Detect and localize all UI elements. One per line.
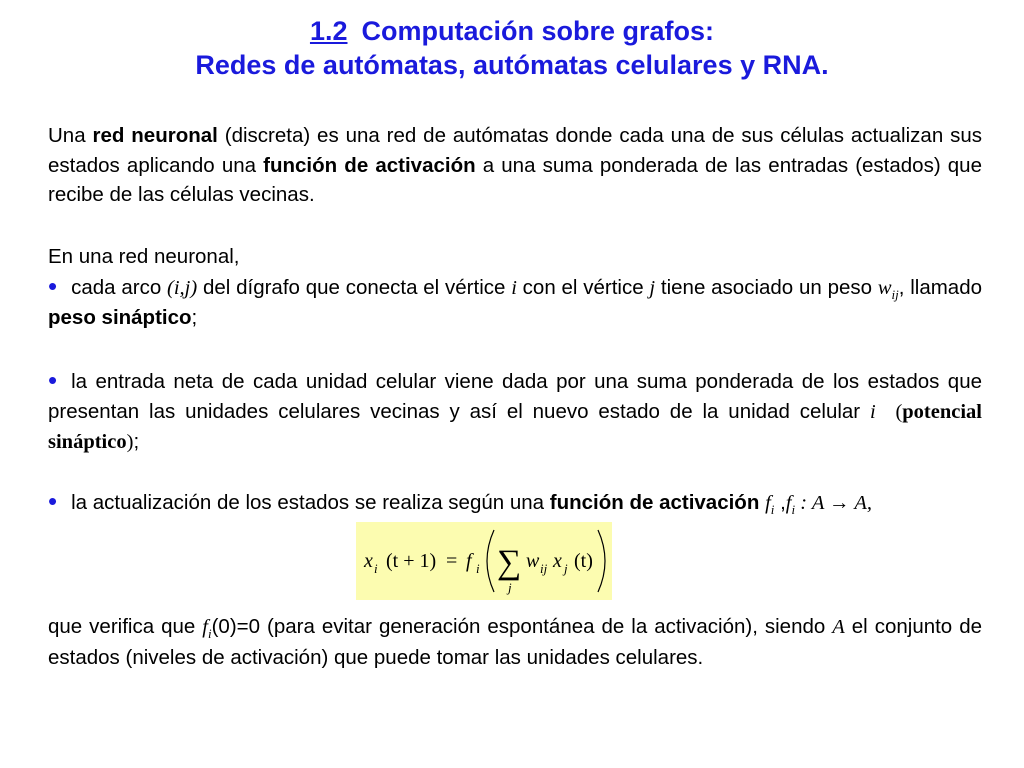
text: la actualización de los estados se realiza según una [71,491,550,514]
sum-icon: ∑ [497,544,522,581]
title-line-2: Redes de autómatas, autómatas celulares y RNA. [195,50,829,80]
math [785,492,796,518]
math-sub: i [207,626,212,642]
math [765,492,775,518]
math: i [870,400,876,423]
paragraph-bullet-3 [48,487,982,519]
text: Una [48,124,93,147]
section-number: 1.2 [309,16,348,46]
formula-arg: (t) [574,550,593,572]
math-sub: i [770,502,775,518]
formula-lhs-arg: (t + 1) [386,550,437,572]
left-paren [487,530,494,592]
formula-ij: ij [540,561,548,576]
intro-line: En una red neuronal, [48,245,240,268]
text: , [774,491,786,514]
bullet-icon: • [48,270,58,301]
bold-term: función de activación [549,491,760,514]
math: ( [895,400,903,423]
title-line-1 [0,14,1024,48]
formula-svg [356,522,612,600]
text: del dígrafo que conecta el vértice [197,275,512,299]
math-var: f [765,492,771,514]
formula-w: w [526,550,540,572]
text: tiene asociado un peso [655,275,878,299]
text: (discreta) es una red de autómatas donde cada una de sus células actualizan sus estados aplicando una [48,124,982,177]
formula-x: x [364,550,373,572]
math-var: f [785,492,792,514]
math-sub: i [791,502,796,518]
text: la entrada neta de cada unidad celular viene dada por una suma ponderada de los estados que presentan las unidades celulares vecinas y así el nuevo estado de la unidad celular [48,370,982,423]
text: que verifica que [48,615,203,638]
text: cada arco [71,275,168,299]
formula-eq: = [446,550,458,572]
bold-term: peso sináptico [48,306,192,329]
math [202,616,212,642]
math-var: f [202,616,208,638]
paragraph-condition [48,612,982,672]
bold-term: red neuronal [92,124,218,147]
math: ) [126,431,134,453]
math: (i,j) [167,276,198,299]
formula-f-i: i [476,561,480,576]
paragraph-bullet-1 [48,242,982,333]
paragraph-bullet-2 [48,366,982,458]
math: i [511,276,517,299]
bold-term: función de activación [263,153,476,177]
math-var: w [877,276,892,299]
text: con el vértice [516,275,650,299]
text: ; [133,430,140,453]
text: (0)=0 (para evitar generación espontánea de la activación), siendo [211,615,833,638]
slide-title [0,14,1024,82]
math: j [649,276,656,299]
text: el conjunto de estados (niveles de activación) que puede tomar las unidades celulares. [48,615,982,669]
bullet-item [48,272,982,333]
bullet-icon: • [48,365,58,395]
text: a una suma ponderada de las entradas (estados) que recibe de las células vecinas. [48,153,982,206]
formula-xj: x [553,550,562,572]
math: : A → A, [795,492,873,514]
paragraph-definition [48,121,982,210]
math [877,276,899,302]
text: ; [191,306,198,329]
formula-i: i [374,561,378,576]
text: , llamado [898,275,983,299]
math-sub: ij [891,286,899,302]
bullet-icon: • [48,486,58,516]
formula-f: f [466,550,472,572]
sum-index: j [508,580,512,595]
bold-term: potencial sináptico [48,400,982,453]
activation-formula [356,522,612,600]
math: A [832,616,845,638]
right-paren [598,530,605,592]
title-text: Computación sobre grafos: [361,16,715,46]
formula-j: j [564,561,568,576]
